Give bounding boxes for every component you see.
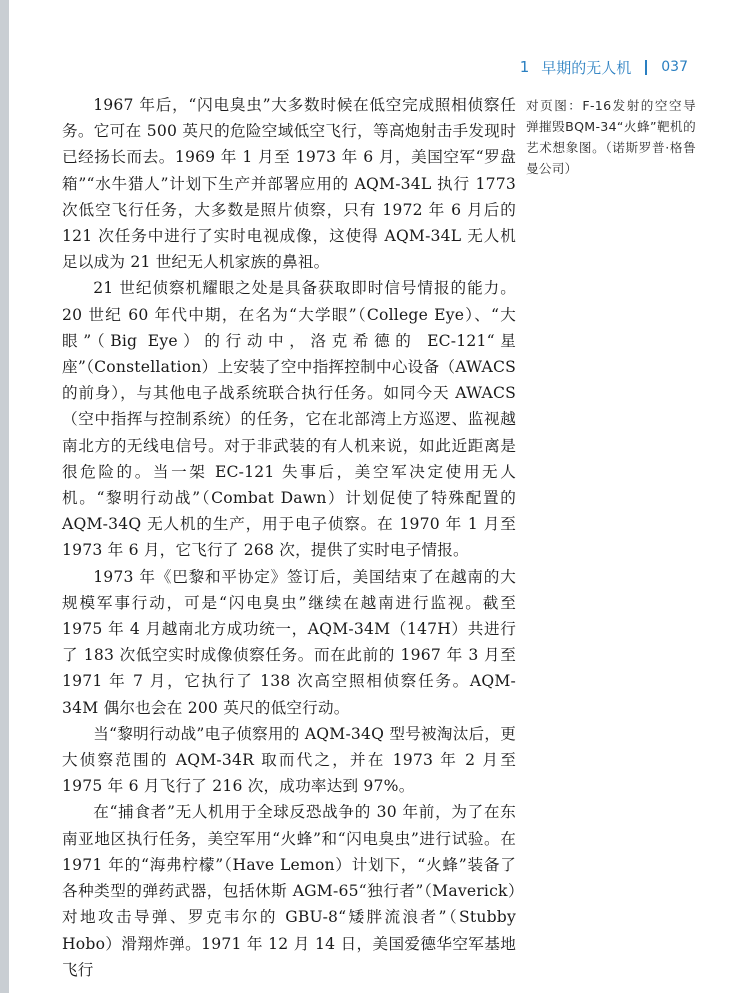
paragraph: 1967 年后，“闪电臭虫”大多数时候在低空完成照相侦察任务。它可在 500 英尺的危险空域低空飞行，等高炮射击手发现时已经扬长而去。1969 年 1 月至 1973 年 6 月，美国空军“罗盘箱”“水牛猎人”计划下生产并部署应用的 AQM-34L 执行 1773 次低空飞行任务，大多数是照片侦察，只有 1972 年 6 月后的 121 次任务中进行了实时电视成像，这使得 AQM-34L 无人机足以成为 21 世纪无人机家族的鼻祖。 [62, 96, 516, 272]
chapter-title: 早期的无人机 [541, 58, 632, 77]
main-text-column [62, 92, 516, 983]
paragraph: 21 世纪侦察机耀眼之处是具备获取即时信号情报的能力。20 世纪 60 年代中期，在名为“大学眼”（College Eye）、“大眼”（Big Eye）的行动中，洛克希德的 EC-121“星座”（Constellation）上安装了空中指挥控制中心设备（AWACS 的前身），与其他电子战系统联合执行任务。如同今天 AWACS（空中指挥与控制系统）的任务，它在北部湾上方巡逻、监视越南北方的无线电信号。对于非武装的有人机来说，如此近距离是很危险的。当一架 EC-121 失事后，美空军决定使用无人机。“黎明行动战”（Combat Dawn）计划促使了特殊配置的 AQM-34Q 无人机的生产，用于电子侦察。在 1970 年 1 月至 1973 年 6 月，它飞行了 268 次，提供了实时电子情报。 [62, 279, 516, 560]
header-separator [645, 60, 647, 75]
figure-caption: 对页图：F-16发射的空空导弹摧毁BQM-34“火蜂”靶机的艺术想象图。（诺斯罗普·格鲁曼公司） [526, 98, 696, 176]
chapter-number: 1 [519, 58, 530, 76]
paragraph: 在“捕食者”无人机用于全球反恐战争的 30 年前，为了在东南亚地区执行任务，美空军用“火蜂”和“闪电臭虫”进行试验。在 1971 年的“海弗柠檬”（Have Lemon）计划下，“火蜂”装备了各种类型的弹药武器，包括休斯 AGM-65“独行者”（Maverick）对地攻击导弹、罗克韦尔的 GBU-8“矮胖流浪者”（Stubby Hobo）滑翔炸弹。1971 年 12 月 14 日，美国爱德华空军基地飞行 [62, 803, 516, 979]
page-number: 037 [661, 59, 688, 75]
running-header [520, 57, 688, 77]
paragraph: 1973 年《巴黎和平协定》签订后，美国结束了在越南的大规模军事行动，可是“闪电臭虫”继续在越南进行监视。截至 1975 年 4 月越南北方成功统一，AQM-34M（147H）共进行了 183 次低空实时成像侦察任务。而在此前的 1967 年 3 月至 1971 年 7 月，它执行了 138 次高空照相侦察任务。AQM-34M 偶尔也会在 200 英尺的低空行动。 [62, 567, 516, 717]
page-edge-strip [0, 0, 9, 993]
paragraph: 当“黎明行动战”电子侦察用的 AQM-34Q 型号被淘汰后，更大侦察范围的 AQM-34R 取而代之，并在 1973 年 2 月至 1975 年 6 月飞行了 216 次，成功率达到 97%。 [62, 724, 516, 796]
